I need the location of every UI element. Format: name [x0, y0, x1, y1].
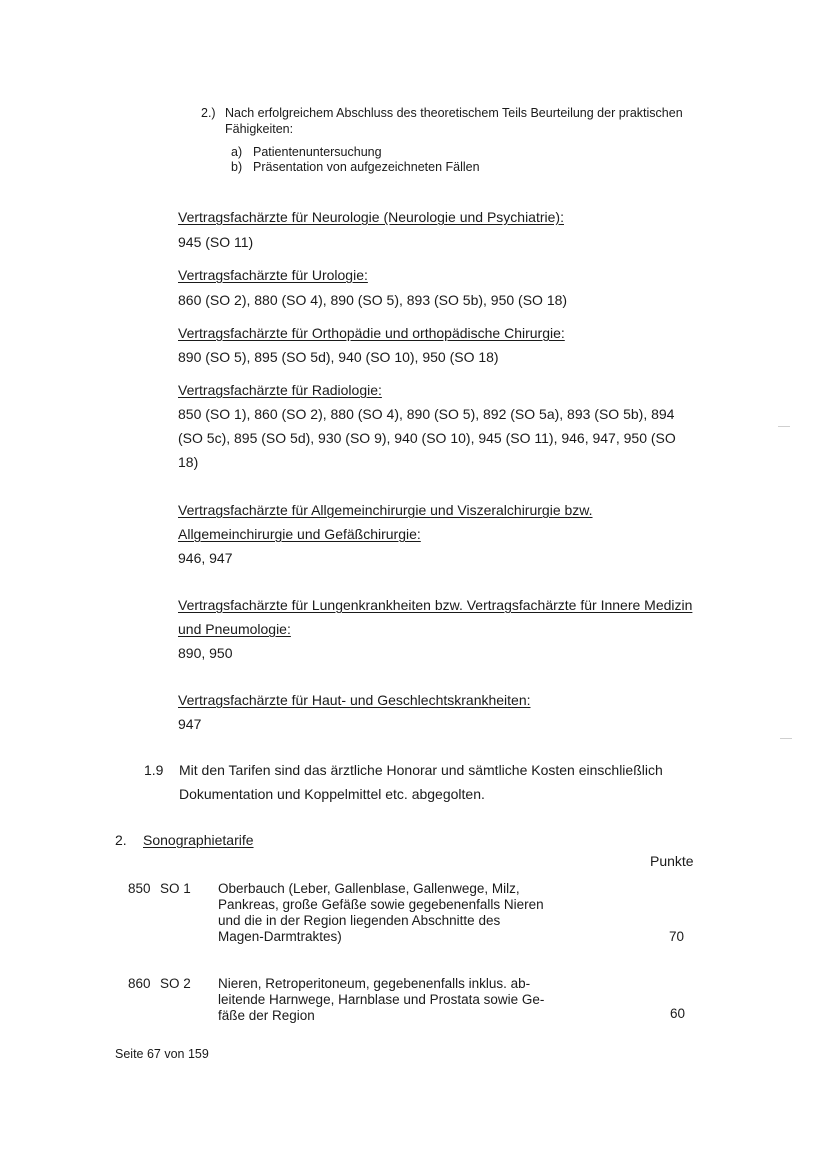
clause-number: 1.9 [144, 762, 164, 778]
section-text-line2: Fähigkeiten: [225, 122, 294, 136]
group-codes-pulmonology: 890, 950 [178, 645, 233, 661]
group-heading-radiology: Vertragsfachärzte für Radiologie: [178, 382, 382, 398]
group-heading-urology: Vertragsfachärzte für Urologie: [178, 267, 368, 283]
group-codes-neurology: 945 (SO 11) [178, 234, 254, 250]
tariff-description-line: Oberbauch (Leber, Gallenblase, Gallenwege, Milz, [218, 881, 520, 896]
group-heading-pulmonology-line1: Vertragsfachärzte für Lungenkrankheiten bzw. Vertragsfachärzte für Innere Medizin [178, 597, 693, 613]
group-heading-pulmonology-line2: und Pneumologie: [178, 621, 291, 637]
clause-text-line1: Mit den Tarifen sind das ärztliche Honorar und sämtliche Kosten einschließlich [179, 762, 663, 778]
tariff-code: 850 [128, 881, 151, 896]
list-item: Präsentation von aufgezeichneten Fällen [253, 160, 480, 174]
group-heading-surgery-line2: Allgemeinchirurgie und Gefäßchirurgie: [178, 526, 421, 542]
tariff-so: SO 1 [160, 881, 191, 896]
tariff-code: 860 [128, 976, 151, 991]
group-heading-dermatology: Vertragsfachärzte für Haut- und Geschlechtskrankheiten: [178, 692, 531, 708]
points-column-header: Punkte [650, 853, 694, 869]
group-heading-neurology: Vertragsfachärzte für Neurologie (Neurologie und Psychiatrie): [178, 209, 564, 225]
tariff-description-line: Magen-Darmtraktes) [218, 929, 342, 944]
group-codes-radiology-line3: 18) [178, 454, 199, 470]
group-heading-orthopedics: Vertragsfachärzte für Orthopädie und orthopädische Chirurgie: [178, 325, 565, 341]
tariff-points: 60 [670, 1006, 686, 1021]
section-number: 2.) [201, 106, 216, 120]
scan-artifact [778, 426, 790, 427]
list-marker: b) [231, 160, 243, 174]
tariff-description-line: und die in der Region liegenden Abschnitte des [218, 913, 501, 928]
list-marker: a) [231, 145, 243, 159]
tariff-points: 70 [669, 929, 685, 944]
group-codes-urology: 860 (SO 2), 880 (SO 4), 890 (SO 5), 893 (SO 5b), 950 (SO 18) [178, 292, 568, 308]
group-codes-radiology-line2: (SO 5c), 895 (SO 5d), 930 (SO 9), 940 (SO 10), 945 (SO 11), 946, 947, 950 (SO [178, 430, 676, 446]
page-footer: Seite 67 von 159 [115, 1047, 209, 1061]
tariff-description-line: fäße der Region [218, 1008, 315, 1023]
group-codes-orthopedics: 890 (SO 5), 895 (SO 5d), 940 (SO 10), 950 (SO 18) [178, 349, 499, 365]
tariff-so: SO 2 [160, 976, 191, 991]
section-text-line1: Nach erfolgreichem Abschluss des theoretischem Teils Beurteilung der praktischen [225, 106, 683, 120]
group-codes-radiology-line1: 850 (SO 1), 860 (SO 2), 880 (SO 4), 890 (SO 5), 892 (SO 5a), 893 (SO 5b), 894 [178, 406, 675, 422]
group-codes-surgery: 946, 947 [178, 550, 233, 566]
scan-artifact [780, 738, 792, 739]
chapter-title: Sonographietarife [143, 832, 254, 848]
clause-text-line2: Dokumentation und Koppelmittel etc. abgegolten. [179, 786, 485, 802]
tariff-description-line: Pankreas, große Gefäße sowie gegebenenfalls Nieren [218, 897, 544, 912]
tariff-description-line: leitende Harnwege, Harnblase und Prostata sowie Ge- [218, 992, 545, 1007]
tariff-description-line: Nieren, Retroperitoneum, gegebenenfalls inklus. ab- [218, 976, 531, 991]
group-codes-dermatology: 947 [178, 716, 202, 732]
chapter-number: 2. [115, 832, 127, 848]
group-heading-surgery-line1: Vertragsfachärzte für Allgemeinchirurgie und Viszeralchirurgie bzw. [178, 502, 593, 518]
list-item: Patientenuntersuchung [253, 145, 382, 159]
